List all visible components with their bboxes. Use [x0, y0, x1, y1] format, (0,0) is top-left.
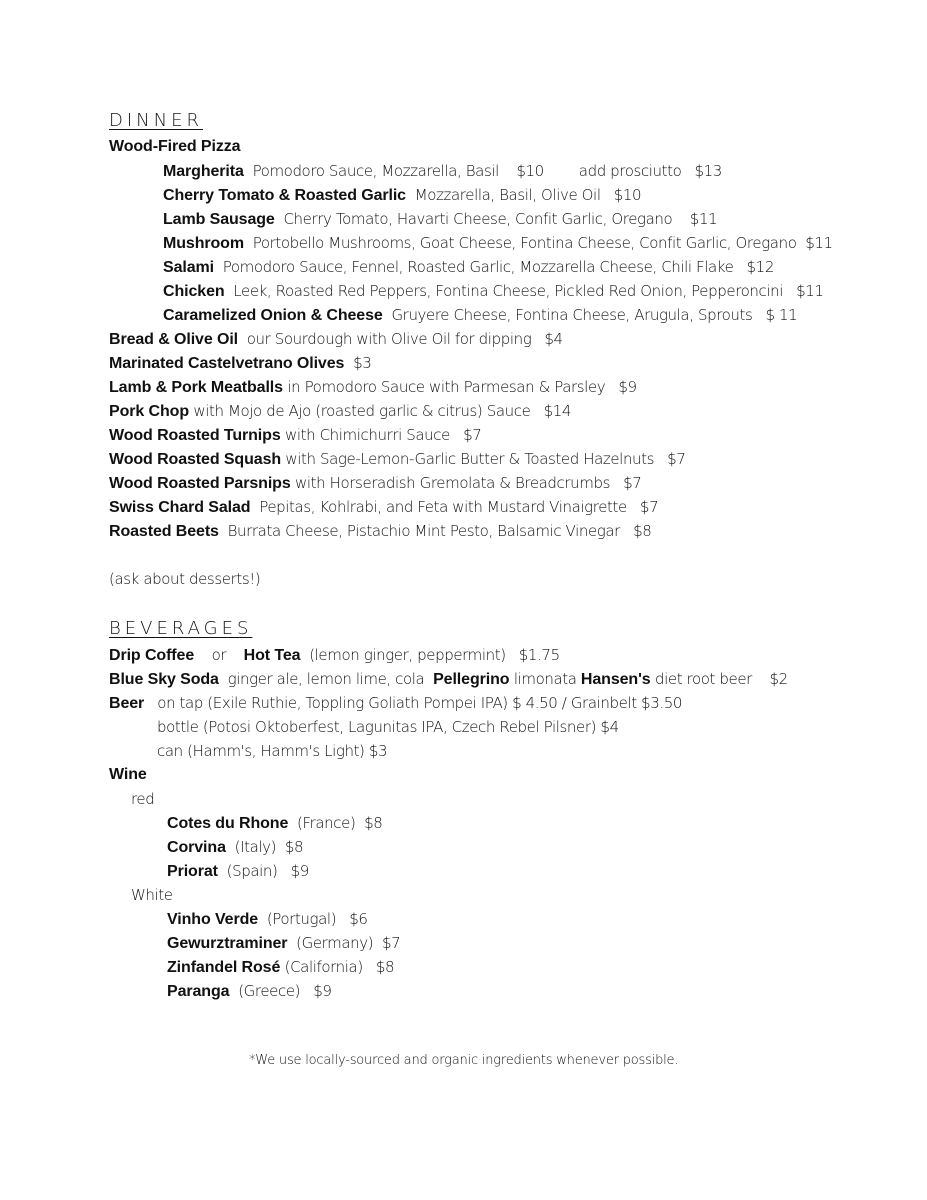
- beer-label: Beer: [109, 695, 145, 712]
- item-price: $7: [623, 474, 642, 492]
- wine-item: [167, 837, 303, 858]
- wine-heading: Wine: [109, 766, 147, 783]
- wine-origin: (California): [284, 958, 363, 976]
- wine-name: Corvina: [167, 839, 226, 856]
- item-desc: with Sage-Lemon-Garlic Butter & Toasted Hazelnuts: [285, 450, 655, 468]
- item-price: $10: [613, 186, 642, 204]
- item-name: Margherita: [163, 163, 244, 180]
- item-extra: add prosciutto: [578, 162, 682, 180]
- item-name: Marinated Castelvetrano Olives: [109, 355, 345, 372]
- item-price: $7: [463, 426, 482, 444]
- beverage-soda: [109, 669, 788, 690]
- wine-origin: (France): [297, 814, 356, 832]
- item-name: Salami: [163, 259, 214, 276]
- wine-name: Gewurztraminer: [167, 935, 288, 952]
- beer-can: can (Hamm's, Hamm's Light) $3: [157, 742, 388, 760]
- pizza-heading: Wood-Fired Pizza: [109, 138, 241, 155]
- pellegrino-desc: limonata: [513, 670, 577, 688]
- item-desc: Pepitas, Kohlrabi, and Feta with Mustard Vinaigrette: [259, 498, 627, 516]
- item-price: $11: [689, 210, 718, 228]
- menu-item-salami: [163, 257, 774, 278]
- item-name: Roasted Beets: [109, 523, 219, 540]
- menu-item-beets: [109, 521, 651, 542]
- menu-item-cherry-tomato: [163, 185, 641, 206]
- hansens-desc: diet root beer: [654, 670, 752, 688]
- item-name: Wood Roasted Parsnips: [109, 475, 291, 492]
- beverage-coffee-tea: [109, 645, 560, 666]
- menu-item-chicken: [163, 281, 824, 302]
- item-name: Mushroom: [163, 235, 244, 252]
- soda-price: $2: [769, 670, 788, 688]
- wine-item: [167, 933, 400, 954]
- item-desc: Portobello Mushrooms, Goat Cheese, Fontina Cheese, Confit Garlic, Oregano: [252, 234, 797, 252]
- footer-note: *We use locally-sourced and organic ingredients whenever possible.: [249, 1053, 679, 1068]
- item-name: Pork Chop: [109, 403, 189, 420]
- item-desc: Mozzarella, Basil, Olive Oil: [414, 186, 601, 204]
- wine-price: $6: [349, 910, 368, 928]
- beer-tap: on tap (Exile Ruthie, Toppling Goliath Pompei IPA) $ 4.50 / Grainbelt $3.50: [157, 694, 682, 712]
- item-desc: with Horseradish Gremolata & Breadcrumbs: [295, 474, 611, 492]
- item-desc: Burrata Cheese, Pistachio Mint Pesto, Balsamic Vinegar: [227, 522, 620, 540]
- menu-item-chard-salad: [109, 497, 658, 518]
- item-name: Wood Roasted Squash: [109, 451, 282, 468]
- or-text: or: [211, 646, 227, 664]
- item-price: $11: [796, 282, 824, 300]
- wine-white-label: White: [131, 886, 173, 904]
- wine-price: $7: [381, 934, 401, 952]
- menu-item-squash: [109, 449, 685, 470]
- wine-name: Vinho Verde: [167, 911, 259, 928]
- blue-sky-soda: Blue Sky Soda: [109, 671, 219, 688]
- beer-bottle: bottle (Potosi Oktoberfest, Lagunitas IPA, Czech Rebel Pilsner) $4: [157, 718, 619, 736]
- wine-origin: (Greece): [238, 982, 301, 1000]
- item-price: $4: [544, 330, 563, 348]
- item-price: $9: [618, 378, 637, 396]
- wine-price: $9: [313, 982, 332, 1000]
- item-name: Swiss Chard Salad: [109, 499, 251, 516]
- wine-item: [167, 861, 309, 882]
- wine-item: [167, 813, 382, 834]
- item-price: $12: [746, 258, 774, 276]
- menu-item-pork-chop: [109, 401, 571, 422]
- item-price: $3: [353, 354, 372, 372]
- item-name: Cherry Tomato & Roasted Garlic: [163, 187, 406, 204]
- item-desc: Leek, Roasted Red Peppers, Fontina Cheese, Pickled Red Onion, Pepperoncini: [233, 282, 783, 300]
- item-name: Bread & Olive Oil: [109, 331, 239, 348]
- item-price: $7: [639, 498, 659, 516]
- item-name: Lamb Sausage: [163, 211, 275, 228]
- drip-coffee: Drip Coffee: [109, 647, 195, 664]
- dinner-heading: DINNER: [109, 110, 203, 131]
- item-name: Wood Roasted Turnips: [109, 427, 281, 444]
- item-desc: Gruyere Cheese, Fontina Cheese, Arugula, Sprouts: [391, 306, 753, 324]
- beverages-heading: BEVERAGES: [109, 618, 253, 639]
- item-desc: Pomodoro Sauce, Mozzarella, Basil: [252, 162, 499, 180]
- item-desc: our Sourdough with Olive Oil for dipping: [246, 330, 532, 348]
- item-desc: with Chimichurri Sauce: [285, 426, 450, 444]
- wine-origin: (Spain): [226, 862, 278, 880]
- wine-price: $8: [284, 838, 304, 856]
- wine-origin: (Italy): [234, 838, 277, 856]
- menu-item-margherita: [163, 161, 722, 182]
- item-desc: Cherry Tomato, Havarti Cheese, Confit Garlic, Oregano: [283, 210, 673, 228]
- item-desc: in Pomodoro Sauce with Parmesan & Parsley: [287, 378, 606, 396]
- wine-name: Paranga: [167, 983, 230, 1000]
- menu-item-parsnips: [109, 473, 641, 494]
- item-desc: Pomodoro Sauce, Fennel, Roasted Garlic, Mozzarella Cheese, Chili Flake: [222, 258, 734, 276]
- item-price: $7: [667, 450, 686, 468]
- item-name: Caramelized Onion & Cheese: [163, 307, 383, 324]
- menu-item-meatballs: [109, 377, 637, 398]
- beverage-beer: [109, 693, 682, 714]
- item-price: $10: [516, 162, 544, 180]
- wine-item: [167, 957, 394, 978]
- item-price: $ 11: [765, 306, 798, 324]
- wine-price: $8: [364, 814, 383, 832]
- desserts-note: (ask about desserts!): [109, 570, 261, 588]
- tea-price: $1.75: [518, 646, 560, 664]
- wine-red-label: red: [131, 790, 155, 808]
- item-extra-price: $13: [694, 162, 722, 180]
- wine-origin: (Portugal): [266, 910, 337, 928]
- wine-name: Priorat: [167, 863, 218, 880]
- menu-item-lamb-sausage: [163, 209, 717, 230]
- wine-price: $9: [290, 862, 309, 880]
- item-price: $11: [805, 234, 833, 252]
- menu-item-caramelized-onion: [163, 305, 797, 326]
- tea-desc: (lemon ginger, peppermint): [309, 646, 506, 664]
- pellegrino: Pellegrino: [433, 671, 510, 688]
- wine-item: [167, 981, 332, 1002]
- blue-sky-desc: ginger ale, lemon lime, cola: [227, 670, 425, 688]
- hot-tea: Hot Tea: [243, 647, 301, 664]
- menu-item-bread: [109, 329, 563, 350]
- wine-price: $8: [375, 958, 395, 976]
- item-desc: with Mojo de Ajo (roasted garlic & citrus) Sauce: [193, 402, 531, 420]
- hansens: Hansen's: [580, 671, 651, 688]
- item-price: $14: [543, 402, 571, 420]
- menu-item-turnips: [109, 425, 481, 446]
- wine-item: [167, 909, 368, 930]
- menu-item-mushroom: [163, 233, 833, 254]
- wine-name: Cotes du Rhone: [167, 815, 289, 832]
- wine-name: Zinfandel Rosé: [167, 959, 281, 976]
- item-name: Chicken: [163, 283, 225, 300]
- item-price: $8: [633, 522, 652, 540]
- wine-origin: (Germany): [296, 934, 374, 952]
- item-name: Lamb & Pork Meatballs: [109, 379, 283, 396]
- menu-item-olives: [109, 353, 371, 374]
